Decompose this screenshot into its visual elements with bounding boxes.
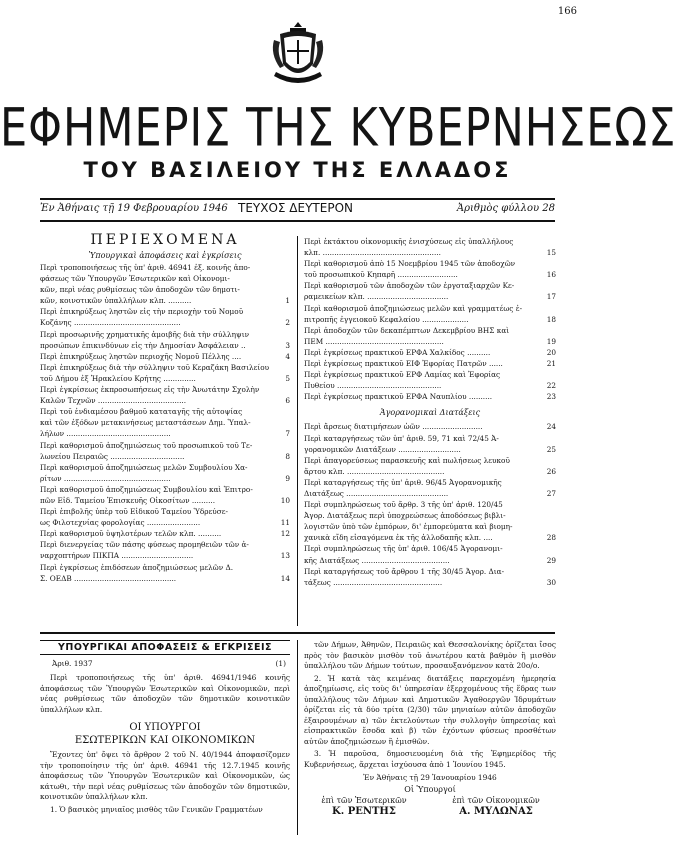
toc-entry [40, 495, 290, 506]
toc-entry-text: Διατάξεως ............................................ [304, 488, 449, 498]
toc-entry-text: Περὶ συμπληρώσεως τῆς ὑπ' ἀριθ. 106/45 Ἀγορανομι- [304, 544, 503, 554]
toc-entry [304, 314, 556, 325]
toc-entry [304, 325, 556, 336]
toc-entry-page: 27 [546, 488, 556, 498]
toc-entry [304, 291, 556, 302]
toc-entry-text: Σ. ΟΕΔΒ ............................................ [40, 573, 177, 583]
toc-entry-text: Περὶ ἐπικηρύξεως ληστῶν εἰς τὴν περιοχὴν τοῦ Νομοῦ [40, 307, 244, 317]
toc-entry [40, 539, 290, 550]
toc-entry-page: 9 [285, 473, 290, 483]
decision-number: Ἀριθ. 1937 [52, 659, 93, 668]
decision-right-text [304, 640, 556, 770]
toc-entry-page: 30 [546, 577, 556, 587]
decision-number-row [40, 659, 290, 670]
toc-entry [304, 258, 556, 269]
sheet-number: Ἀριθμὸς φύλλου 28 [456, 203, 555, 214]
toc-entry [40, 395, 290, 406]
toc-entry [40, 284, 290, 295]
toc-entry-page: 10 [280, 495, 290, 505]
toc-entry [40, 550, 290, 561]
toc-right-column [304, 236, 556, 588]
toc-entry [304, 532, 556, 543]
toc-entry-text: Περὶ ἐπικηρύξεως ληστῶν περιοχῆς Νομοῦ Πέλλης .... [40, 351, 242, 361]
toc-entry-page: 18 [546, 314, 556, 324]
toc-entry-text: κῶν, κοινοτικῶν ὑπαλλήλων κλπ. .......... [40, 296, 192, 306]
toc-entry-page: 7 [285, 429, 290, 439]
signature-right [436, 795, 556, 817]
closing-date: Ἐν Ἀθήναις τῇ 29 Ἰανουαρίου 1946 [363, 773, 497, 782]
toc-entry-page: 17 [546, 292, 556, 302]
toc-entry-page: 13 [280, 551, 290, 561]
toc-entry [40, 262, 290, 273]
toc-entry [304, 444, 556, 455]
page-number: 166 [557, 6, 577, 17]
toc-entry [40, 462, 290, 473]
toc-entry-text: ἄρτου κλπ. .......................................... [304, 466, 445, 476]
toc-entry-text: Περὶ προσωρινῆς χρηματικῆς ἀμοιβῆς διὰ τὴν σύλληψιν [40, 329, 250, 339]
toc-entry-page: 29 [546, 555, 556, 565]
toc-entry [304, 455, 556, 466]
toc-entry [304, 269, 556, 280]
toc-entry-text: Περὶ συμπληρώσεως τοῦ ἄρθρ. 3 τῆς ὑπ' ἀριθ. 120/45 [304, 500, 503, 510]
toc-entry [304, 380, 556, 391]
toc-entry-text: κλπ. ................................................... [304, 248, 441, 258]
toc-entry-page: 23 [546, 392, 556, 402]
toc-entry-page: 6 [285, 396, 290, 406]
signatory-left-role: ἐπὶ τῶν Ἐσωτερικῶν [321, 795, 407, 805]
toc-left-subheading: Ὑπουργικαὶ ἀποφάσεις καὶ ἐγκρίσεις [88, 251, 242, 260]
toc-entry [40, 573, 290, 584]
toc-entry [40, 451, 290, 462]
toc-entry-text: ραμεικείων κλπ. ................................... [304, 292, 449, 302]
toc-entry [40, 329, 290, 340]
decision-paragraph: Ἔχοντες ὑπ' ὄψει τὸ ἄρθρον 2 τοῦ Ν. 40/1944 ἀποφασίζομεν τὴν τροποποίησιν τῆς ὑπ' ἀριθ. 46941 τῆς 12.7.1945 κοινῆς ἀποφάσεως τῶν Ὑπουργῶν Ἐσωτερικῶν καὶ Οἰκονομικῶν, ὡς κάτωθι, τὴν περὶ νέας ρυθμίσεως τῶν ἀποδοχῶν τῶν δημοτικῶν, κοινοτικῶν ὑπαλλήλων κλπ. [40, 750, 290, 801]
toc-entry [40, 428, 290, 439]
ministers-line-2: ΕΣΩΤΕΡΙΚΩΝ ΚΑΙ ΟΙΚΟΝΟΜΙΚΩΝ [74, 735, 256, 746]
toc-entry-text: λογιστῶν ὑπὸ τῶν ἐμπόρων, δι' ἐμπορεύματα καὶ βιομη- [304, 522, 513, 532]
toc-entry [40, 440, 290, 451]
toc-entry-text: Περὶ καταργήσεως τῆς ὑπ' ἀριθ. 96/45 Ἀγορανομικῆς [304, 477, 502, 487]
toc-entry-text: Περὶ τοῦ ἐνδιαμέσου βαθμοῦ καταταγῆς τῆς αὐτοψίας [40, 407, 243, 417]
toc-entry-page: 19 [546, 336, 556, 346]
toc-entry-text: Περὶ ἐγκρίσεως πρακτικοῦ ΕΡΦ Λαμίας καὶ Ἐφορίας [304, 370, 501, 380]
decision-summary: Περὶ τροποποιήσεως τῆς ὑπ' ἀριθ. 46941/1946 κοινῆς ἀποφάσεως τῶν Ὑπουργῶν Ἐσωτερικῶν καὶ Οἰκονομικῶν, περὶ νέας ρυθμίσεως τῶν ἀποδοχῶν τῶν δημοτικῶν κοινοτικῶν ὑπαλλήλων κλπ. [40, 673, 290, 714]
toc-entry-text: Περὶ καθορισμοῦ τῶν ἀποδοχῶν τῶν ἐργοταξιαρχῶν Κε- [304, 281, 515, 291]
toc-entry [40, 406, 290, 417]
toc-entry-text: προσώπων ἐπικινδύνων εἰς τὴν Δημοσίαν Ἀσφάλειαν .. [40, 340, 246, 350]
decision-paragraph: 3. Ἡ παροῦσα, δημοσιευομένη διὰ τῆς Ἐφημερίδος τῆς Κυβερνήσεως, ἄρχεται ἰσχύουσα ἀπὸ 1 Ἰουνίου 1945. [304, 749, 556, 769]
toc-entry [304, 369, 556, 380]
toc-entry-text: Περὶ καθορισμοῦ ἀποζημιώσεως Συμβουλίου καὶ Ἐπιτρο- [40, 484, 253, 494]
decision-paragraph: 1. Ὁ βασικὸς μηνιαῖος μισθὸς τῶν Γενικῶν Γραμματέων [50, 804, 263, 814]
issue-series: ΤΕΥΧΟΣ ΔΕΥΤΕΡΟΝ [238, 201, 353, 215]
toc-entry-text: Περὶ ἐγκρίσεως πρακτικοῦ ΕΡΦΑ Χαλκίδος .......... [304, 347, 491, 357]
toc-entry-text: Περὶ ἐγκρίσεως ἐπιδόσεων ἀποζημιώσεως μελῶν Δ. [40, 562, 234, 572]
signatures [304, 795, 556, 817]
toc-entry-text: τοῦ Δήμου ἐξ Ἡρακλείου Κρήτης .............. [40, 373, 196, 383]
toc-entry-text: Περὶ καθορισμοῦ ὑψηλοτέρων τελῶν κλπ. .......... [40, 529, 222, 539]
ministers-heading [40, 721, 290, 747]
toc-entry [40, 562, 290, 573]
toc-entry-text: Περὶ καταργήσεως τῶν ὑπ' ἀριθ. 59, 71 καὶ 72/45 Ἀ- [304, 433, 499, 443]
toc-entry-text: Περὶ διενεργείας τῶν πάσης φύσεως προμηθειῶν τῶν ἀ- [40, 540, 249, 550]
toc-entry-text: Κοζάνης .............................................. [40, 318, 181, 328]
toc-entry-page: 14 [280, 573, 290, 583]
toc-entry-page: 28 [546, 533, 556, 543]
toc-entry [304, 421, 556, 432]
masthead-subtitle: ΤΟΥ ΒΑΣΙΛΕΙΟΥ ΤΗΣ ΕΛΛΑΔΟΣ [83, 158, 512, 182]
toc-entry-text: ναρχοπτήρων ΠΙΚΠΑ ............................... [40, 551, 194, 561]
toc-entry [40, 484, 290, 495]
toc-entry [40, 340, 290, 351]
toc-entry [304, 543, 556, 554]
toc-entry-text: πιτροπῆς ἐγγειοκοῦ Κεφαλαίου .................... [304, 314, 469, 324]
toc-entry [304, 510, 556, 521]
section-header: ΥΠΟΥΡΓΙΚΑΙ ΑΠΟΦΑΣΕΙΣ & ΕΓΚΡΙΣΕΙΣ [40, 640, 290, 655]
toc-entry [304, 577, 556, 588]
toc-entry-text: γορανομικῶν Διατάξεων ........................... [304, 444, 461, 454]
toc-entry [304, 477, 556, 488]
toc-entry [304, 433, 556, 444]
toc-entry [304, 247, 556, 258]
toc-entry-text: Περὶ καθορισμοῦ ἀπὸ 15 Νοεμβρίου 1945 τῶν ἀποδοχῶν [304, 259, 516, 269]
toc-entry [304, 280, 556, 291]
toc-entry-page: 24 [546, 422, 556, 432]
toc-entry [304, 336, 556, 347]
signatory-right-role: ἐπὶ τῶν Οἰκονομικῶν [452, 795, 540, 805]
toc-entry-text: κῶν, περὶ νέας ρυθμίσεως τῶν ἀποδοχῶν τῶν δημοτι- [40, 285, 240, 295]
toc-entry [304, 391, 556, 402]
toc-entry-page: 15 [546, 248, 556, 258]
column-divider [297, 236, 298, 626]
toc-entry-text: Περὶ καθορισμοῦ ἀποζημιώσεως τοῦ προσωπικοῦ τοῦ Τε- [40, 440, 253, 450]
decision-left-column [40, 640, 290, 817]
lower-column-divider [297, 640, 298, 835]
toc-entry [304, 358, 556, 369]
toc-entry-page: 2 [285, 318, 290, 328]
issue-date: Ἐν Ἀθήναις τῇ 19 Φεβρουαρίου 1946 [40, 203, 228, 214]
toc-entry [40, 506, 290, 517]
decision-left-text [40, 750, 290, 815]
toc-entry [40, 362, 290, 373]
toc-entry-text: φάσεως τῶν Ὑπουργῶν Ἐσωτερικῶν καὶ Οἰκονομι- [40, 274, 230, 284]
toc-entry [304, 466, 556, 477]
toc-entry [40, 351, 290, 362]
toc-entry [40, 517, 290, 528]
toc-entry [304, 488, 556, 499]
signatory-right-name: Α. ΜΥΛΩΝΑΣ [459, 805, 533, 817]
toc-entry-page: 25 [546, 444, 556, 454]
toc-entry-text: Περὶ ἐγκρίσεως ἐκπροσωπήσεως εἰς τὴν Ἀνωτάτην Σχολὴν [40, 385, 260, 395]
signatory-left-name: Κ. ΡΕΝΤΗΣ [332, 805, 396, 817]
toc-entry-text: λωνείου Πειραιῶς ................................ [40, 451, 185, 461]
toc-entry-text: Περὶ καταργήσεως τοῦ ἄρθρου 1 τῆς 30/45 Ἀγορ. Δια- [304, 566, 505, 576]
toc-entry-page: 3 [285, 340, 290, 350]
toc-entry [304, 521, 556, 532]
toc-entry-page: 21 [546, 359, 556, 369]
toc-entry-page: 11 [280, 518, 290, 528]
toc-entry-page: 26 [546, 466, 556, 476]
toc-entry-page: 20 [546, 347, 556, 357]
toc-entry-text: πῶν Εἰδ. Ταμείου Ἐπισκευῆς Οἰκοσίτων .......... [40, 495, 216, 505]
toc-right-subheading: Ἀγορανομικαὶ Διατάξεις [379, 408, 481, 418]
toc-entry [40, 295, 290, 306]
toc-entry [40, 306, 290, 317]
toc-entry-text: Περὶ καθορισμοῦ ἀποζημιώσεως μελῶν καὶ γραμματέως ἐ- [304, 303, 523, 313]
decision-item-number: (1) [275, 659, 286, 668]
toc-entry-text: κῆς Διατάξεως ...................................... [304, 555, 450, 565]
toc-entry [40, 417, 290, 428]
toc-entry-text: Πυθείου ............................................. [304, 381, 442, 391]
toc-entry-page: 8 [285, 451, 290, 461]
toc-entry [304, 555, 556, 566]
signature-left [304, 795, 424, 817]
ministers-line-1: ΟΙ ΥΠΟΥΡΓΟΙ [129, 722, 201, 733]
decision-right-column [304, 640, 556, 817]
toc-entry-text: καὶ τῶν ἐξόδων μετακινήσεως μεταστάσεων Δημ. Ὑπαλ- [40, 418, 251, 428]
toc-entry-text: Περὶ ἀποδοχῶν τῶν δεκαπέμπτων Δεκεμβρίου ΒΗΣ καὶ [304, 325, 510, 335]
coat-of-arms-emblem [270, 20, 326, 86]
toc-entry [304, 347, 556, 358]
toc-entry [40, 384, 290, 395]
toc-entry-page: 5 [285, 373, 290, 383]
signatory-header: Οἱ Ὑπουργοί [404, 784, 456, 794]
toc-left-column [40, 231, 290, 584]
toc-entry [304, 566, 556, 577]
toc-entry-text: Περὶ ἀπαγορεύσεως παρασκευῆς καὶ πωλήσεως λευκοῦ [304, 455, 510, 465]
toc-entry-text: Περὶ τροποποιήσεως τῆς ὑπ' ἀριθ. 46941 ἐξ. κοινῆς ἀπο- [40, 263, 251, 272]
toc-entry [304, 236, 556, 247]
toc-entry-page: 1 [285, 296, 290, 306]
toc-entry-text: τοῦ προσωπικοῦ Κηπαρῆ .......................... [304, 270, 458, 280]
toc-entry [40, 273, 290, 284]
decision-paragraph: τῶν Δήμων, Ἀθηνῶν, Πειραιῶς καὶ Θεσσαλονίκης ὁρίζεται ἴσος πρὸς τὸν βασικὸν μισθὸν τοῦ ἀνωτέρου κατὰ βαθμὸν ἢ μισθὸν ὑπαλλήλου τῶν Δήμων τούτων, προσαυξανόμενον κατὰ 20ο/ο. [304, 640, 556, 670]
toc-entry-text: Περὶ ἐπιβολῆς ὑπὲρ τοῦ Εἰδικοῦ Ταμείου Ὑδρεύσε- [40, 507, 228, 517]
toc-entry-text: τάξεως ............................................... [304, 577, 443, 587]
toc-entry-text: Περὶ ἐκτάκτου οἰκονομικῆς ἐνισχύσεως εἰς ὑπαλλήλους [304, 237, 514, 246]
toc-entry [304, 303, 556, 314]
toc-entry-text: χανικὰ εἴδη εἰσαγόμενα ἐκ τῆς ἀλλοδαπῆς κλπ. .... [304, 533, 493, 543]
toc-entry-text: Περὶ ἐγκρίσεως πρακτικοῦ ΕΡΦΑ Ναυπλίου .......... [304, 392, 493, 402]
toc-entry [40, 373, 290, 384]
toc-entry-text: ρίτων .............................................. [40, 473, 171, 483]
toc-entry-text: Ἀγορ. Διατάξεως περὶ ὑποχρεώσεως ἀποδόσεως βιβλι- [304, 511, 506, 521]
issue-bar [40, 198, 555, 222]
decision-paragraph: 2. Ἡ κατὰ τὰς κειμένας διατάξεις παρεχομένη ἡμερησία ἀποζημίωσις, εἰς τοὺς δι' ὑπηρεσίαν ἐξερχομένους τῆς ἕδρας των ὑπαλλήλους τῶν Δήμων καὶ Δημοτικῶν Ἀγαθοεργῶν Ἱδρυμάτων ὁρίζεται εἰς τὰ δύο τρίτα (2/30) τῶν μηνιαίων αὐτῶν ἀποδοχῶν ἐξαιρουμένων α) τῶν ἐκτελούντων τὴν συλλογὴν ὑπηρεσίας καὶ εἰσπρακτικῶν ἔσοδα καὶ β) τῶν ἐχόντων φύσεως προσθέτων αὐτῶν ἀποζημιώσεων ἢ ἐμισθῶν. [304, 673, 556, 746]
toc-entry [40, 528, 290, 539]
toc-heading: ΠΕΡΙΕΧΟΜΕΝΑ [90, 232, 240, 248]
toc-entry-text: Περὶ καθορισμοῦ ἀποζημιώσεως μελῶν Συμβουλίου Χα- [40, 462, 248, 472]
toc-entry-text: Καλῶν Τεχνῶν ...................................... [40, 396, 187, 406]
toc-entry-page: 22 [546, 381, 556, 391]
toc-entry-text: Περὶ ἄρσεως διατιμήσεων ὠῶν .......................... [304, 422, 483, 432]
toc-entry-text: Περὶ ἐπικηρύξεως διὰ τὴν σύλληψιν τοῦ Κεραζάκη Βασιλείου [40, 362, 270, 372]
toc-entry-text: Περὶ ἐγκρίσεως πρακτικοῦ ΕΙΦ Ἐφορίας Πατρῶν ...... [304, 359, 503, 369]
toc-entry [304, 499, 556, 510]
toc-entry-page: 12 [280, 529, 290, 539]
toc-entry-text: λήλων ............................................. [40, 429, 171, 439]
toc-entry-text: ΠΕΜ ................................................... [304, 336, 444, 346]
masthead-title: ΕΦΗΜΕΡΙΣ ΤΗΣ ΚΥΒΕΡΝΗΣΕΩΣ [0, 98, 676, 159]
section-rule [40, 632, 555, 634]
toc-entry-page: 16 [546, 270, 556, 280]
toc-entry-page: 4 [285, 351, 290, 361]
toc-entry [40, 317, 290, 328]
toc-entry-text: ως Φιλοτεχνίας φορολογίας ....................... [40, 518, 201, 528]
toc-entry [40, 473, 290, 484]
